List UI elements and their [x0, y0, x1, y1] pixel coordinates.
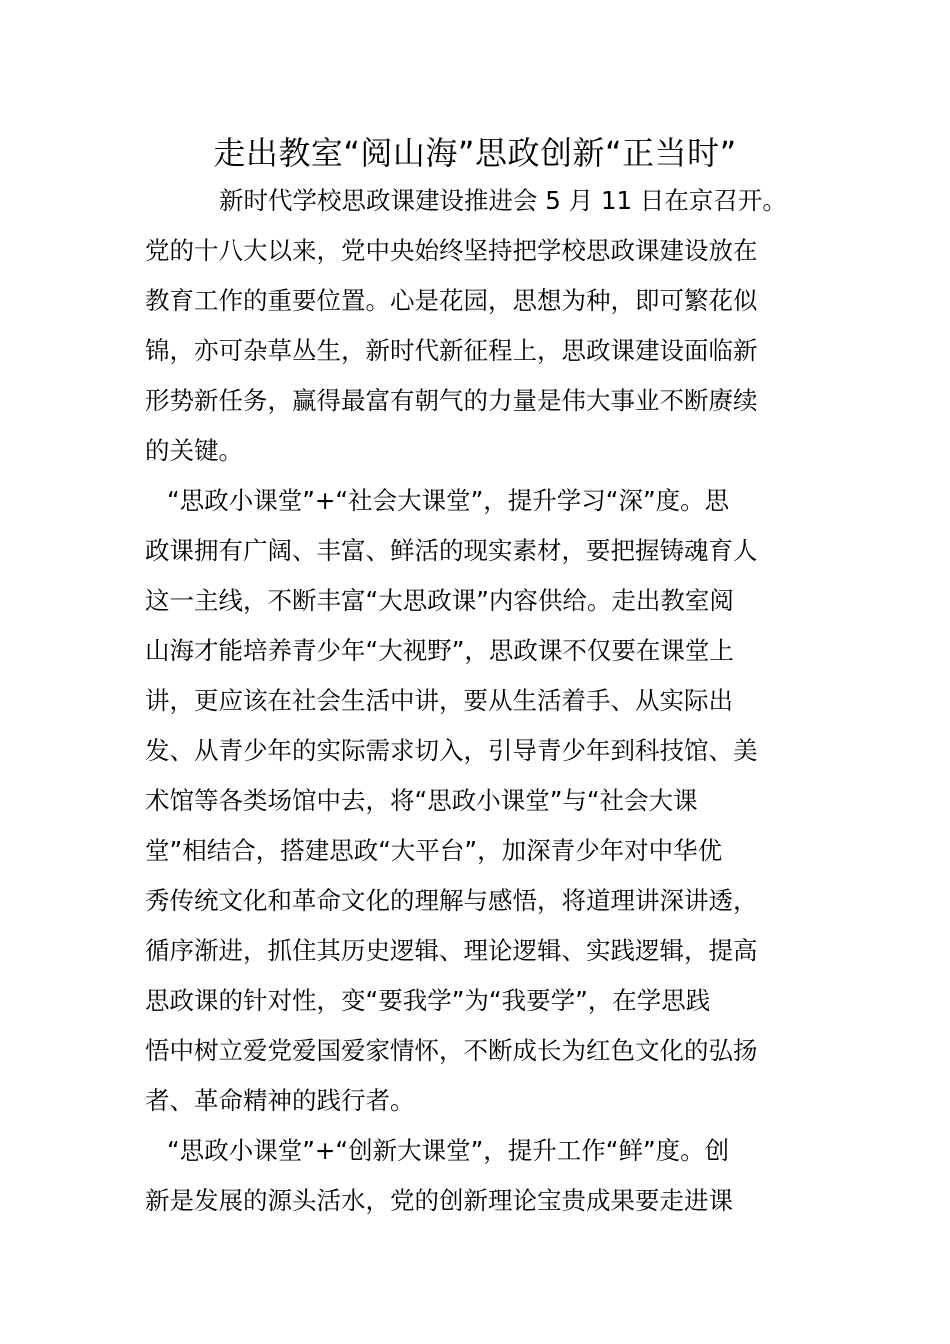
paragraph-line: “思政小课堂”+“创新大课堂”，提升工作“鲜”度。创 — [167, 1136, 730, 1165]
paragraph-line: “思政小课堂”+“社会大课堂”，提升学习“深”度。思 — [167, 486, 730, 515]
paragraph-line: 秀传统文化和革命文化的理解与感悟，将道理讲深讲透， — [145, 886, 758, 915]
paragraph-line: 的关键。 — [145, 436, 243, 465]
paragraph-line: 形势新任务，赢得最富有朝气的力量是伟大事业不断赓续 — [145, 386, 758, 415]
paragraph-line: 思政课的针对性，变“要我学”为“我要学”，在学思践 — [145, 986, 711, 1015]
paragraph-line: 悟中树立爱党爱国爱家情怀，不断成长为红色文化的弘扬 — [145, 1036, 758, 1065]
paragraph-line: 新时代学校思政课建设推进会 5 月 11 日在京召开。 — [219, 186, 787, 215]
document-body — [145, 176, 817, 1226]
paragraph-line: 发、从青少年的实际需求切入，引导青少年到科技馆、美 — [145, 736, 758, 765]
paragraph-line: 教育工作的重要位置。心是花园，思想为种，即可繁花似 — [145, 286, 758, 315]
paragraph-line: 政课拥有广阔、丰富、鲜活的现实素材，要把握铸魂育人 — [145, 536, 758, 565]
paragraph-line: 党的十八大以来，党中央始终坚持把学校思政课建设放在 — [145, 236, 758, 265]
paragraph-line: 山海才能培养青少年“大视野”，思政课不仅要在课堂上 — [145, 636, 734, 665]
document-title: 走出教室“阅山海”思政创新“正当时” — [213, 134, 737, 172]
paragraph-line: 新是发展的源头活水，党的创新理论宝贵成果要走进课 — [145, 1186, 733, 1215]
paragraph-line: 术馆等各类场馆中去，将“思政小课堂”与“社会大课 — [145, 786, 698, 815]
paragraph-line: 者、革命精神的践行者。 — [145, 1086, 415, 1115]
paragraph-line: 这一主线，不断丰富“大思政课”内容供给。走出教室阅 — [145, 586, 734, 615]
paragraph-line: 堂”相结合，搭建思政“大平台”，加深青少年对中华优 — [145, 836, 723, 865]
paragraph-line: 循序渐进，抓住其历史逻辑、理论逻辑、实践逻辑，提高 — [145, 936, 758, 965]
paragraph-line: 锦，亦可杂草丛生，新时代新征程上，思政课建设面临新 — [145, 336, 758, 365]
paragraph-line: 讲，更应该在社会生活中讲，要从生活着手、从实际出 — [145, 686, 733, 715]
